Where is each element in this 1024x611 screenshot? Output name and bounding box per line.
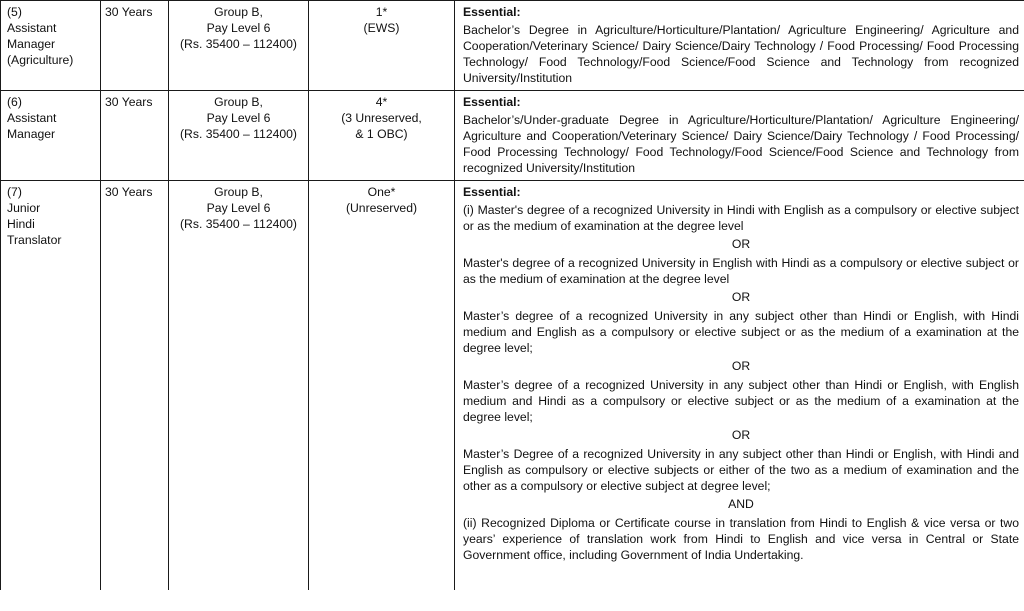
- vacancy-category: & 1 OBC): [355, 127, 408, 141]
- age-limit: 30 Years: [105, 95, 153, 109]
- vacancy-category: (3 Unreserved,: [341, 111, 422, 125]
- pay-scale-line: (Rs. 35400 – 112400): [180, 127, 297, 141]
- or-separator: OR: [731, 428, 751, 442]
- post-name-line: Manager: [7, 37, 56, 51]
- or-separator: OR: [731, 237, 751, 251]
- pay-level-line: Pay Level 6: [206, 201, 271, 215]
- post-name-line: Assistant: [7, 111, 57, 125]
- pay-scale-line: (Rs. 35400 – 112400): [180, 217, 297, 231]
- vacancy-cell: [309, 91, 455, 181]
- post-name-line: Assistant: [7, 21, 57, 35]
- group-pay-cell: [169, 91, 309, 181]
- vacancy-cell: [309, 181, 455, 591]
- vacancy-count: 1*: [375, 5, 388, 19]
- vacancy-cell: [309, 1, 455, 91]
- post-name-line: Manager: [7, 127, 56, 141]
- vacancy-count: One*: [367, 185, 396, 199]
- table-row: [1, 1, 1024, 91]
- post-name-cell: [1, 91, 101, 181]
- qualification-text: (ii) Recognized Diploma or Certificate course in translation from Hindi to English & vice versa or two years’ experience of translation work from Hindi to English and vice versa in Central or State Government office, including Government of India Undertaking.: [463, 516, 1019, 562]
- or-separator: OR: [731, 290, 751, 304]
- or-separator: OR: [731, 359, 751, 373]
- qualification-text: Master’s Degree of a recognized University in any subject other than Hindi or English, with Hindi and English as compulsory or elective subjects or either of the two as a medium of examination and the other as a compulsory or elective subject at degree level;: [463, 447, 1019, 493]
- group-line: Group B,: [214, 95, 263, 109]
- post-name-line: (Agriculture): [7, 53, 74, 67]
- vacancy-count: 4*: [375, 95, 388, 109]
- and-separator: AND: [728, 497, 754, 511]
- qualification-text: Master's degree of a recognized University in English with Hindi as a compulsory or elective subject or as the medium of examination at the degree level: [463, 256, 1019, 286]
- qualification-cell: [455, 91, 1024, 181]
- post-name-line: Hindi: [7, 217, 35, 231]
- pay-level-line: Pay Level 6: [206, 21, 271, 35]
- essential-heading: Essential:: [463, 185, 521, 199]
- essential-heading: Essential:: [463, 95, 521, 109]
- age-limit: 30 Years: [105, 185, 153, 199]
- age-limit: 30 Years: [105, 5, 153, 19]
- qualification-text: Master’s degree of a recognized University in any subject other than Hindi or English, with Hindi medium and English as a compulsory or elective subject or as the medium of a examination at the degree level;: [463, 309, 1019, 355]
- age-limit-cell: [101, 1, 169, 91]
- qualification-cell: [455, 1, 1024, 91]
- post-name-cell: [1, 1, 101, 91]
- post-number: (7): [7, 185, 22, 199]
- essential-heading: Essential:: [463, 5, 521, 19]
- qualification-text: Bachelor’s/Under-graduate Degree in Agriculture/Horticulture/Plantation/ Agriculture Engineering/ Agriculture and Cooperation/Veterinary Science/ Dairy Science/Dairy Technology / Food Processing/ Food Processing Technology/ Food Technology/Food Science/Food Science and Technology from recognized University/Institution: [463, 113, 1019, 175]
- post-number: (6): [7, 95, 22, 109]
- age-limit-cell: [101, 181, 169, 591]
- vacancy-category: (Unreserved): [345, 201, 418, 215]
- group-pay-cell: [169, 1, 309, 91]
- pay-level-line: Pay Level 6: [206, 111, 271, 125]
- qualification-text: Bachelor’s Degree in Agriculture/Horticulture/Plantation/ Agriculture Engineering/ Agriculture and Cooperation/Veterinary Science/ Dairy Science/Dairy Technology / Food Processing/ Food Processing Technology/ Food Technology/Food Science/Food Science and Technology from recognized University/Institution: [463, 23, 1019, 85]
- table-row: [1, 91, 1024, 181]
- table-row: [1, 181, 1024, 591]
- vacancy-category: (EWS): [363, 21, 400, 35]
- qualification-text: (i) Master's degree of a recognized University in Hindi with English as a compulsory or elective subject or as the medium of examination at the degree level: [463, 203, 1019, 233]
- group-pay-cell: [169, 181, 309, 591]
- age-limit-cell: [101, 91, 169, 181]
- qualification-cell: [455, 181, 1024, 591]
- post-name-line: Junior: [7, 201, 41, 215]
- post-name-line: Translator: [7, 233, 62, 247]
- group-line: Group B,: [214, 185, 263, 199]
- pay-scale-line: (Rs. 35400 – 112400): [180, 37, 297, 51]
- group-line: Group B,: [214, 5, 263, 19]
- post-number: (5): [7, 5, 22, 19]
- post-name-cell: [1, 181, 101, 591]
- qualification-text: Master’s degree of a recognized University in any subject other than Hindi or English, with English medium and Hindi as a compulsory or elective subject or as the medium of a examination at the degree level;: [463, 378, 1019, 424]
